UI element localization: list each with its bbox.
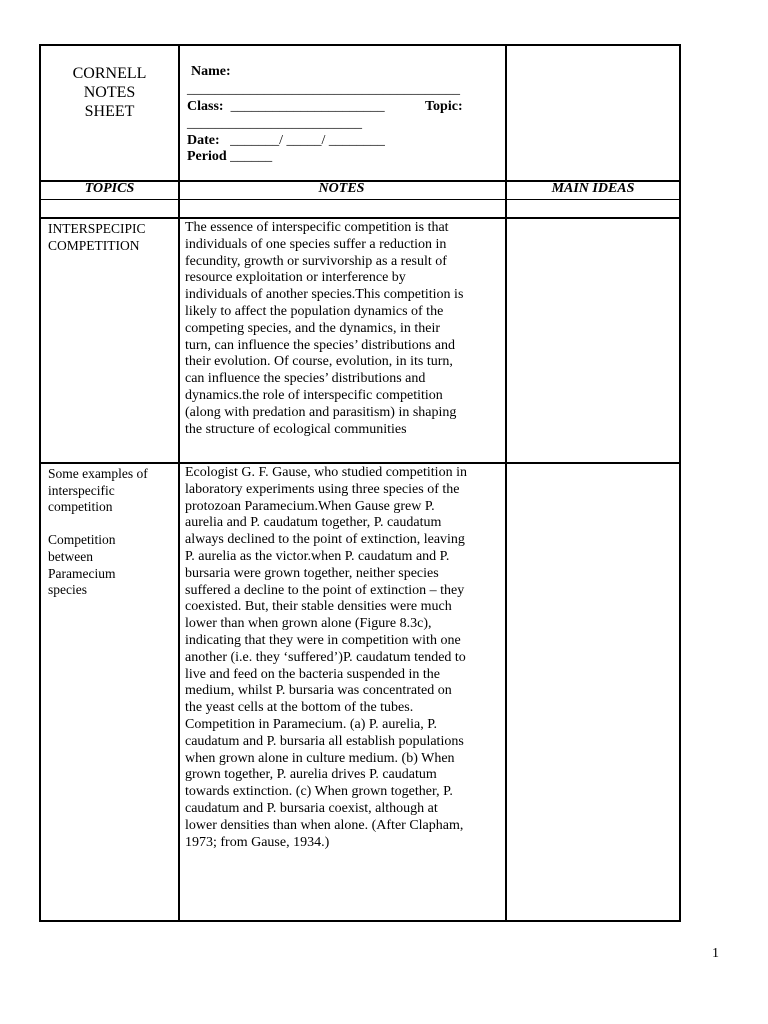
column-header-notes: NOTES <box>318 181 365 196</box>
row-2-topic: Some examples of interspecific competition Competition between Paramecium species <box>48 466 148 598</box>
row-1-notes: The essence of interspecific competition is that individuals of one species suffer a reduction in fecundity, growth or survivorship as a result of resource exploitation or interference by individuals of another species.This competition is likely to affect the population dynamics of the competing species, and the dynamics, in their turn, can influence the species’ distributions and their evolution. Of course, evolution, in its turn, can influence the species’ distributions and dynamics.the role of interspecific competition (along with predation and parasitism) in shaping the structure of ecological communities <box>185 220 464 437</box>
topic-blank[interactable]: _________________________ <box>187 116 362 131</box>
name-label: Name: <box>191 64 231 79</box>
sheet-title: CORNELL NOTES SHEET <box>72 65 147 120</box>
topic-label: Topic: <box>425 99 463 114</box>
name-field[interactable] <box>191 64 231 80</box>
row-2-main-idea[interactable] <box>509 465 679 920</box>
column-divider-topics <box>178 46 180 920</box>
period-blank: ______ <box>230 149 273 164</box>
column-header-divider <box>41 199 679 200</box>
cornell-notes-table <box>39 44 681 922</box>
class-label: Class: <box>187 99 224 114</box>
period-label: Period <box>187 149 227 164</box>
row-1-topic: INTERSPECIPIC COMPETITION <box>48 221 146 253</box>
date-blanks: _______/ _____/ ________ <box>230 133 385 148</box>
column-divider-notes <box>505 46 507 920</box>
topic-field[interactable] <box>425 99 463 115</box>
date-label: Date: <box>187 133 220 148</box>
period-field[interactable] <box>187 149 272 165</box>
spacer-row-divider <box>41 217 679 219</box>
row-1-main-idea[interactable] <box>509 220 679 460</box>
row-divider <box>41 462 679 464</box>
column-header-main-ideas: MAIN IDEAS <box>551 181 635 196</box>
class-blank: ______________________ <box>230 99 385 114</box>
column-header-topics: TOPICS <box>84 181 135 196</box>
page-number: 1 <box>712 946 719 961</box>
class-field[interactable] <box>187 99 385 115</box>
name-blank[interactable]: _______________________________________ <box>187 82 460 97</box>
date-field[interactable] <box>187 133 385 149</box>
row-2-notes: Ecologist G. F. Gause, who studied competition in laboratory experiments using three species of the protozoan Paramecium.When Gause grew P. aurelia and P. caudatum together, P. caudatum always declined to the point of extinction, leaving P. aurelia as the victor.when P. caudatum and P. bursaria were grown together, neither species suffered a decline to the point of extinction – they coexisted. But, their stable densities were much lower than when grown alone (Figure 8.3c), indicating that they were in competition with one another (i.e. they ‘suffered’)P. caudatum tended to live and feed on the bacteria suspended in the medium, whilst P. bursaria was concentrated on the yeast cells at the bottom of the tubes. Competition in Paramecium. (a) P. aurelia, P. caudatum and P. bursaria all establish populations when grown alone in culture medium. (b) When grown together, P. aurelia drives P. caudatum towards extinction. (c) When grown together, P. caudatum and P. bursaria coexist, although at lower densities than when alone. (After Clapham, 1973; from Gause, 1934.) <box>185 465 467 850</box>
